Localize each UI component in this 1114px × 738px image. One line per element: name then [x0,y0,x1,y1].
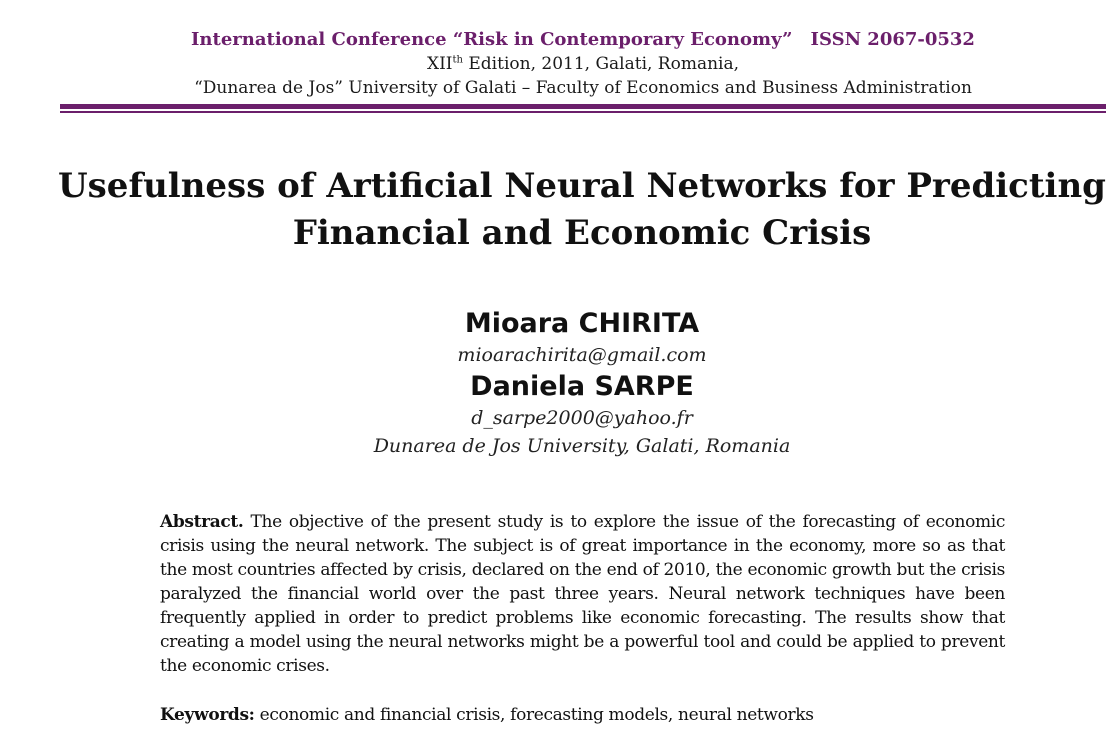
affiliation: Dunarea de Jos University, Galati, Romania [373,435,791,457]
abstract [160,510,1005,678]
conference-name: International Conference “Risk in Contemporary Economy” [191,29,793,50]
university-line: “Dunarea de Jos” University of Galati – Faculty of Economics and Business Administration [194,78,972,98]
author-email-1: mioarachirita@gmail.com [457,344,707,366]
title-line-1: Usefulness of Artificial Neural Networks for Predicting [58,166,1106,206]
issn: ISSN 2067-0532 [810,29,975,50]
header-rule-thick [60,104,1106,109]
keywords-label: Keywords: [160,705,255,725]
author-name-1: Mioara CHIRITA [464,308,700,339]
edition-details: Edition, 2011, Galati, Romania, [462,54,740,74]
conference-line [60,28,1106,52]
edition-number: XII [426,54,453,74]
keywords [160,703,1005,727]
keywords-text: economic and financial crisis, forecasting models, neural networks [259,705,814,725]
edition-ordinal: th [452,54,463,66]
author-name-2: Daniela SARPE [470,371,694,402]
title-line-2: Financial and Economic Crisis [292,213,872,253]
author-block [0,306,1114,460]
abstract-label: Abstract. [160,512,244,532]
author-email-2: d_sarpe2000@yahoo.fr [471,407,693,429]
running-header [60,28,1106,100]
paper-title [40,163,1114,257]
abstract-text: The objective of the present study is to explore the issue of the forecasting of economic crisis using the neural network. The subject is of great importance in the economy, more so as that the most countries affected by crisis, declared on the end of 2010, the economic growth but the crisis paralyzed the financial world over the past three years. Neural network techniques have been frequently applied in order to predict problems like economic forecasting. The results show that creating a model using the neural networks might be a powerful tool and could be applied to prevent the economic crises. [160,512,1005,676]
edition-line [60,52,1106,76]
header-rule-thin [60,111,1106,113]
